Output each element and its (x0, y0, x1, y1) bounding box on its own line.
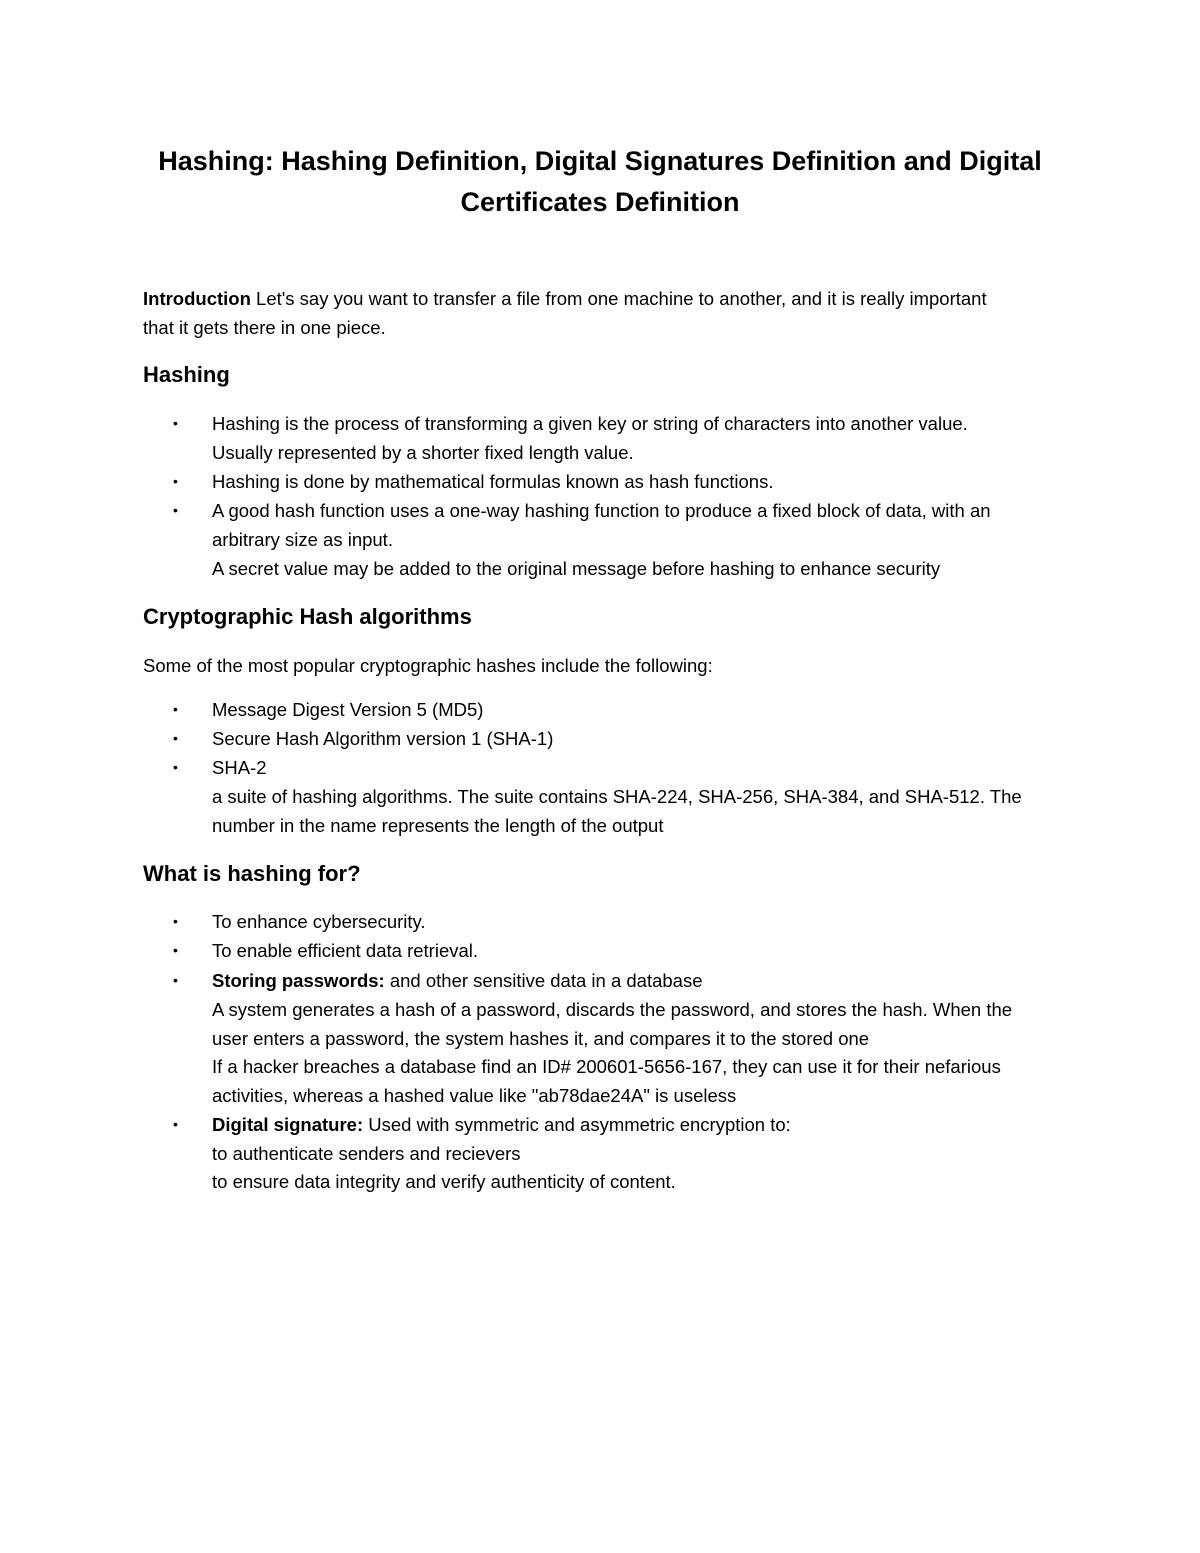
bullet-icon: • (173, 701, 178, 717)
uses-heading: What is hashing for? (143, 861, 361, 886)
intro-paragraph-line-1 (143, 284, 1073, 313)
uses-item-1: To enhance cybersecurity. (212, 911, 426, 932)
uses-item-2: To enable efficient data retrieval. (212, 940, 479, 961)
uses-item-3-line-4: If a hacker breaches a database find an ID# 200601-5656-167, they can use it for their nefarious (212, 1056, 1001, 1077)
uses-item-3-line-1 (212, 966, 703, 995)
uses-item-3-line-5: activities, whereas a hashed value like "ab78dae24A" is useless (212, 1085, 737, 1106)
hashing-item-1-line-2: Usually represented by a shorter fixed length value. (212, 442, 634, 463)
hashing-item-1-line-1: Hashing is the process of transforming a given key or string of characters into another value. (212, 413, 968, 434)
crypto-intro: Some of the most popular cryptographic hashes include the following: (143, 655, 713, 676)
crypto-item-3-line-3: number in the name represents the length of the output (212, 815, 664, 836)
bullet-icon: • (173, 942, 178, 958)
document-title-line-1: Hashing: Hashing Definition, Digital Signatures Definition and Digital (158, 146, 1042, 176)
storing-passwords-text: and other sensitive data in a database (384, 970, 703, 991)
uses-item-3-line-3: user enters a password, the system hashes it, and compares it to the stored one (212, 1028, 870, 1049)
crypto-item-1: Message Digest Version 5 (MD5) (212, 699, 484, 720)
bullet-icon: • (173, 913, 178, 929)
bullet-icon: • (173, 759, 178, 775)
digital-signature-label: Digital signature: (212, 1114, 364, 1135)
bullet-icon: • (173, 972, 178, 988)
intro-text: Let's say you want to transfer a file from one machine to another, and it is really important (250, 288, 987, 309)
uses-item-4-line-2: to authenticate senders and recievers (212, 1143, 521, 1164)
bullet-icon: • (173, 415, 178, 431)
storing-passwords-label: Storing passwords: (212, 970, 385, 991)
hashing-item-3-line-2: arbitrary size as input. (212, 529, 393, 550)
bullet-icon: • (173, 730, 178, 746)
uses-item-4-line-1 (212, 1110, 791, 1139)
intro-label: Introduction (143, 288, 251, 309)
hashing-heading: Hashing (143, 362, 230, 387)
uses-item-3-line-2: A system generates a hash of a password, discards the password, and stores the hash. When the (212, 999, 1013, 1020)
crypto-item-3-line-1: SHA-2 (212, 757, 267, 778)
crypto-item-3-line-2: a suite of hashing algorithms. The suite contains SHA-224, SHA-256, SHA-384, and SHA-512. The (212, 786, 1022, 807)
crypto-item-2: Secure Hash Algorithm version 1 (SHA-1) (212, 728, 554, 749)
hashing-item-3-line-3: A secret value may be added to the original message before hashing to enhance security (212, 558, 941, 579)
hashing-item-2: Hashing is done by mathematical formulas known as hash functions. (212, 471, 774, 492)
digital-signature-text: Used with symmetric and asymmetric encryption to: (363, 1114, 791, 1135)
bullet-icon: • (173, 502, 178, 518)
document-title-line-2: Certificates Definition (460, 187, 740, 217)
bullet-icon: • (173, 473, 178, 489)
crypto-heading: Cryptographic Hash algorithms (143, 604, 472, 629)
hashing-item-3-line-1: A good hash function uses a one-way hashing function to produce a fixed block of data, with an (212, 500, 991, 521)
bullet-icon: • (173, 1116, 178, 1132)
uses-item-4-line-3: to ensure data integrity and verify authenticity of content. (212, 1171, 676, 1192)
intro-paragraph-line-2: that it gets there in one piece. (143, 317, 386, 338)
